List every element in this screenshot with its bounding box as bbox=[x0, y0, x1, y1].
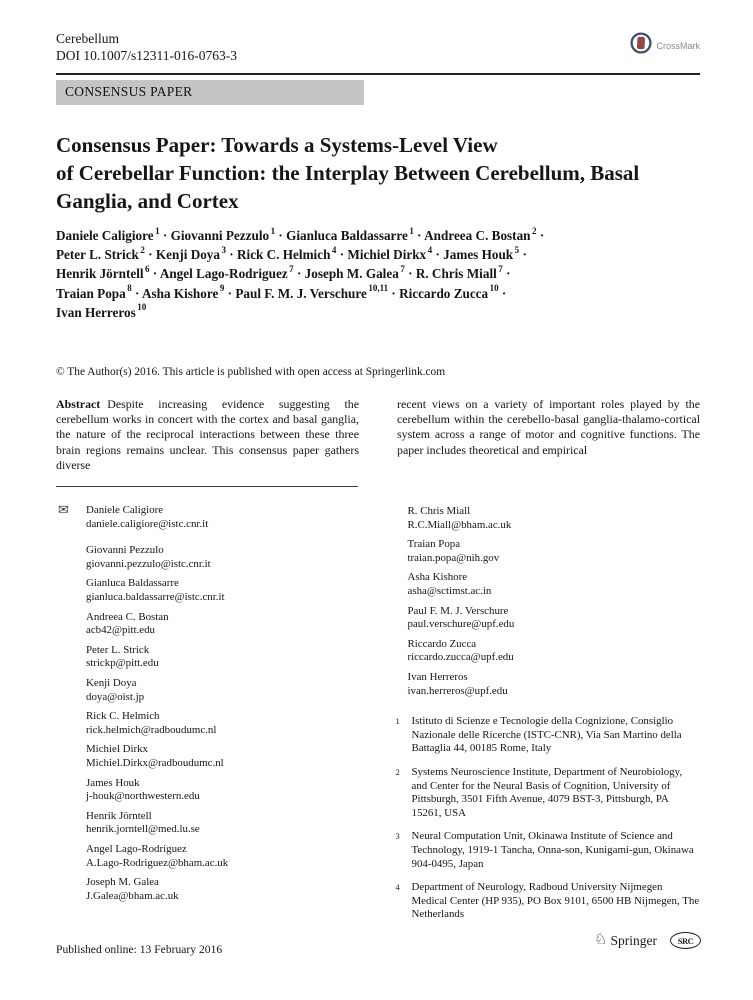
contact-email: acb42@pitt.edu bbox=[86, 624, 156, 637]
affiliation-text: Neural Computation Unit, Okinawa Institute of Science and Technology, 1919-1 Tancha, Onna-son, Kunigami-gun, Okinawa 904-0495, Japan bbox=[411, 830, 694, 870]
contact-entry bbox=[396, 505, 701, 532]
contact-entry bbox=[56, 544, 358, 571]
crossmark-icon bbox=[630, 32, 652, 59]
author-name: Asha Kishore $^9$ bbox=[142, 283, 225, 301]
author-name: Kenji Doya $^3$ bbox=[155, 244, 226, 263]
affiliation-entry bbox=[396, 766, 701, 820]
affiliation-number: 4 bbox=[395, 882, 400, 893]
contact-name: Giovanni Pezzulo bbox=[86, 544, 164, 557]
author-name: Traian Popa $^8$ bbox=[56, 283, 132, 301]
consensus-banner: CONSENSUS PAPER bbox=[56, 80, 364, 105]
contact-name: Asha Kishore bbox=[407, 571, 468, 584]
springer-logo bbox=[594, 933, 657, 949]
contact-entry bbox=[56, 743, 358, 770]
contact-name: Ivan Herreros bbox=[407, 670, 468, 683]
contact-entry bbox=[56, 843, 358, 870]
contacts-and-affiliations bbox=[56, 486, 700, 932]
abstract-column-right bbox=[397, 397, 700, 473]
contact-entry bbox=[396, 671, 701, 698]
author-name: Joseph M. Galea $^7$ bbox=[304, 264, 405, 282]
author-separator: · bbox=[149, 266, 160, 282]
contact-name: Michiel Dirkx bbox=[86, 743, 149, 756]
author-name: Daniele Caligiore $^1$ bbox=[56, 225, 160, 243]
copyright-line: © The Author(s) 2016. This article is published with open access at Springerlink.com bbox=[56, 366, 446, 379]
abstract-column-left bbox=[56, 397, 359, 473]
crossmark-label: CrossMark bbox=[656, 40, 700, 51]
author-separator: · bbox=[519, 247, 527, 263]
author-separator: · bbox=[275, 228, 287, 243]
contact-entry bbox=[56, 644, 358, 671]
doi: DOI 10.1007/s12311-016-0763-3 bbox=[56, 48, 237, 63]
contact-name: Joseph M. Galea bbox=[86, 876, 159, 889]
contact-entry bbox=[56, 810, 358, 837]
springer-label: Springer bbox=[610, 932, 657, 948]
contact-name: James Houk bbox=[86, 776, 140, 789]
contact-email: giovanni.pezzulo@istc.cnr.it bbox=[86, 557, 211, 570]
abstract-text-right: recent views on a variety of important roles played by the cerebellum within the cerebello-basal ganglia-thalamo-cortical system across a range of motor and cognitive functions. The paper includes theoretical and empirical bbox=[397, 397, 700, 457]
contact-entry bbox=[56, 504, 358, 531]
contact-email: Michiel.Dirkx@radboudumc.nl bbox=[86, 756, 224, 769]
header-rule bbox=[56, 73, 700, 75]
envelope-icon: ✉ bbox=[58, 502, 69, 518]
author-name: Ivan Herreros $^{10}$ bbox=[56, 302, 147, 320]
journal-info bbox=[56, 30, 237, 64]
contact-name: Traian Popa bbox=[407, 538, 461, 551]
contact-name: Daniele Caligiore bbox=[86, 504, 164, 517]
contacts-column-left bbox=[56, 486, 358, 932]
affiliation-entry bbox=[396, 715, 701, 756]
contact-name: Henrik Jörntell bbox=[86, 809, 152, 822]
contact-entry bbox=[56, 876, 358, 903]
contact-name: Kenji Doya bbox=[86, 676, 137, 689]
contact-list-right bbox=[396, 505, 701, 698]
author-separator: · bbox=[536, 228, 545, 243]
contact-email: A.Lago-Rodriguez@bham.ac.uk bbox=[86, 856, 229, 869]
contact-email: paul.verschure@upf.edu bbox=[407, 618, 515, 631]
author-separator: · bbox=[413, 228, 425, 243]
contact-entry bbox=[56, 710, 358, 737]
contact-entry bbox=[56, 777, 358, 804]
contact-name: Rick C. Helmich bbox=[86, 710, 160, 723]
contact-email: rick.helmich@radboudumc.nl bbox=[86, 723, 217, 736]
author-separator: · bbox=[144, 247, 156, 263]
author-list bbox=[56, 226, 616, 322]
contact-name: Peter L. Strick bbox=[86, 643, 150, 656]
published-online: Published online: 13 February 2016 bbox=[56, 943, 223, 956]
contact-email: traian.popa@nih.gov bbox=[407, 551, 500, 564]
author-separator: · bbox=[432, 247, 444, 263]
author-separator: · bbox=[224, 285, 236, 301]
contact-name: Angel Lago-Rodriguez bbox=[86, 842, 187, 855]
author-separator: · bbox=[293, 266, 305, 282]
contact-email: J.Galea@bham.ac.uk bbox=[86, 889, 179, 902]
affiliation-number: 2 bbox=[395, 766, 400, 777]
contact-name: Riccardo Zucca bbox=[407, 637, 477, 650]
contact-email: doya@oist.jp bbox=[86, 690, 145, 703]
author-name: R. Chris Miall $^7$ bbox=[415, 264, 503, 282]
crossmark-badge[interactable] bbox=[630, 32, 700, 59]
affiliation-text: Systems Neuroscience Institute, Department of Neurobiology, and Center for the Neural Basis of Cognition, University of Pittsburgh, 3501 Fifth Avenue, 4079 BST-3, Pittsburgh, PA 15261, USA bbox=[411, 765, 683, 819]
contact-email: asha@sctimst.ac.in bbox=[407, 585, 492, 597]
author-name: Angel Lago-Rodriguez $^7$ bbox=[159, 264, 294, 282]
contact-list-left bbox=[56, 504, 358, 903]
journal-name: Cerebellum bbox=[56, 31, 119, 46]
src-label: SRC bbox=[677, 935, 694, 946]
page-header bbox=[56, 30, 700, 64]
affiliation-text: Department of Neurology, Radboud University Nijmegen Medical Center (HP 935), PO Box 9101, 6500 HB Nijmegen, The Netherlands bbox=[411, 881, 700, 921]
author-name: Giovanni Pezzulo $^1$ bbox=[170, 225, 276, 243]
contact-entry bbox=[56, 611, 358, 638]
author-name: Riccardo Zucca $^{10}$ bbox=[399, 283, 499, 301]
author-name: Henrik Jörntell $^6$ bbox=[56, 264, 150, 282]
author-separator: · bbox=[226, 247, 237, 263]
contacts-rule bbox=[56, 486, 358, 487]
contact-email: henrik.jorntell@med.lu.se bbox=[86, 823, 200, 836]
contact-email: gianluca.baldassarre@istc.cnr.it bbox=[86, 591, 225, 603]
footer-logos bbox=[594, 932, 701, 949]
author-separator: · bbox=[388, 285, 400, 301]
author-name: James Houk $^5$ bbox=[443, 244, 520, 263]
contact-email: riccardo.zucca@upf.edu bbox=[407, 651, 514, 664]
contact-entry bbox=[56, 677, 358, 704]
author-separator: · bbox=[498, 285, 507, 301]
author-name: Rick C. Helmich $^4$ bbox=[237, 244, 337, 263]
title-line: Consensus Paper: Towards a Systems-Level View bbox=[56, 133, 498, 157]
src-society-logo-icon bbox=[670, 932, 701, 949]
paper-title bbox=[56, 131, 700, 215]
contact-name: Gianluca Baldassarre bbox=[86, 577, 179, 590]
contact-entry bbox=[396, 571, 701, 598]
affiliation-list bbox=[396, 715, 701, 922]
contact-email: R.C.Miall@bham.ac.uk bbox=[407, 518, 512, 531]
contact-entry bbox=[396, 638, 701, 665]
contact-email: j-houk@northwestern.edu bbox=[86, 790, 200, 803]
affiliation-number: 1 bbox=[395, 716, 400, 727]
author-name: Paul F. M. J. Verschure $^{10,11}$ bbox=[235, 283, 389, 301]
author-separator: · bbox=[336, 247, 348, 263]
author-separator: · bbox=[404, 266, 416, 282]
author-name: Michiel Dirkx $^4$ bbox=[347, 244, 433, 263]
contact-email: daniele.caligiore@istc.cnr.it bbox=[86, 517, 209, 530]
author-separator: · bbox=[502, 266, 511, 282]
author-name: Andreea C. Bostan $^2$ bbox=[424, 225, 537, 243]
contact-name: Paul F. M. J. Verschure bbox=[407, 604, 509, 617]
affiliation-entry bbox=[396, 830, 701, 871]
title-line: Ganglia, and Cortex bbox=[56, 189, 239, 213]
author-name: Gianluca Baldassarre $^1$ bbox=[286, 225, 414, 243]
affiliation-number: 3 bbox=[395, 831, 400, 842]
contact-entry bbox=[56, 577, 358, 604]
abstract bbox=[56, 397, 700, 473]
abstract-text-left: Despite increasing evidence suggesting the cerebellum works in concert with the cortex and basal ganglia, the nature of the reciprocal interactions between these three brain regions remains unclear. This consensus paper gathers diverse bbox=[56, 397, 359, 472]
abstract-label: Abstract bbox=[56, 397, 101, 412]
author-name: Peter L. Strick $^2$ bbox=[56, 244, 145, 263]
title-line: of Cerebellar Function: the Interplay Between Cerebellum, Basal bbox=[56, 161, 640, 185]
affiliation-entry bbox=[396, 881, 701, 922]
contact-name: R. Chris Miall bbox=[407, 505, 471, 518]
author-separator: · bbox=[131, 285, 142, 301]
contact-entry bbox=[396, 538, 701, 565]
contact-entry bbox=[396, 605, 701, 632]
contacts-column-right bbox=[396, 486, 701, 932]
author-separator: · bbox=[159, 228, 171, 243]
affiliation-text: Istituto di Scienze e Tecnologie della Cognizione, Consiglio Nazionale delle Ricerche (ISTC-CNR), Via San Martino della Battaglia 44, 00185 Rome, Italy bbox=[411, 715, 682, 755]
springer-knight-icon: ♘ bbox=[594, 932, 608, 948]
contact-email: ivan.herreros@upf.edu bbox=[407, 684, 508, 697]
contact-email: strickp@pitt.edu bbox=[86, 657, 159, 670]
contact-name: Andreea C. Bostan bbox=[86, 610, 169, 623]
